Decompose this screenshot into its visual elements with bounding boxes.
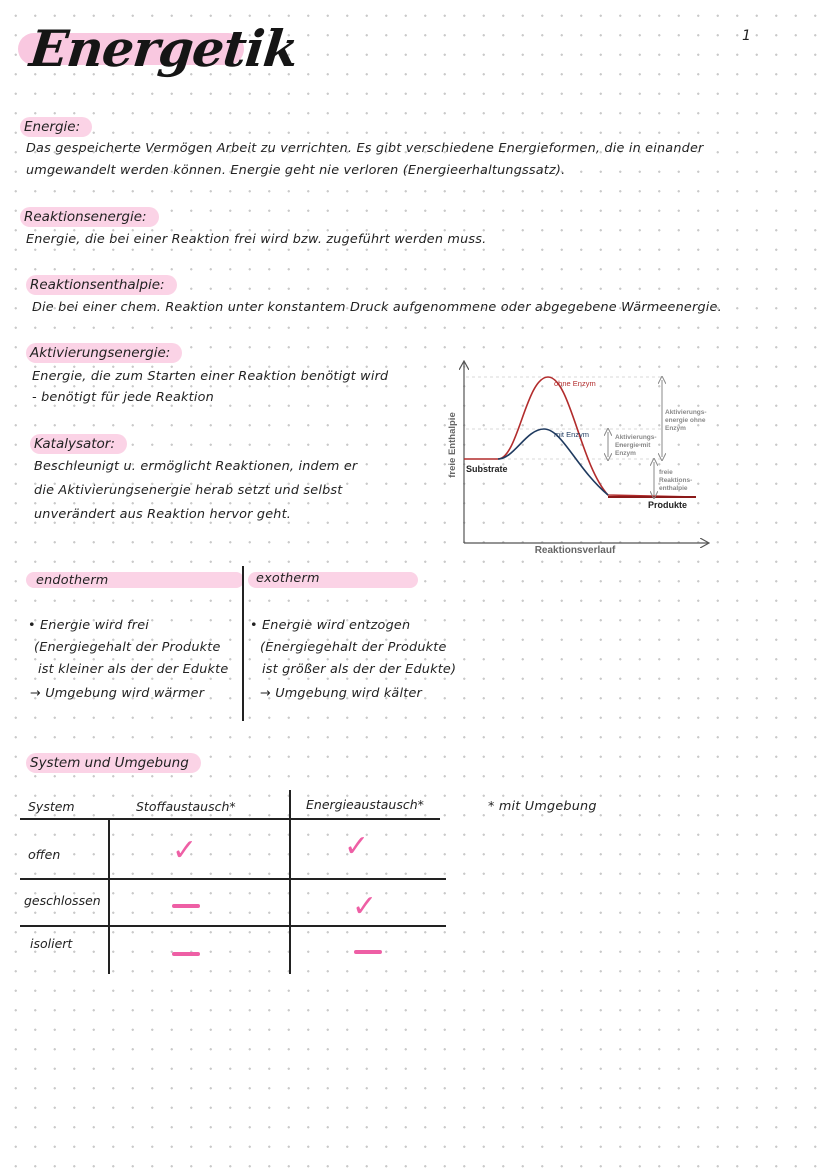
- label-freie-1: freie: [659, 469, 673, 476]
- exotherm-line-1: • Energie wird entzogen: [250, 618, 411, 633]
- dash-mark-icon: [354, 950, 382, 954]
- x-axis-label: Reaktionsverlauf: [534, 545, 616, 556]
- label-ohne-enzym: ohne Enzym: [554, 379, 596, 388]
- aktivierungsenergie-line-1: Energie, die zum Starten einer Reaktion benötigt wird: [32, 369, 389, 384]
- energie-line-1: Das gespeicherte Vermögen Arbeit zu verrichten. Es gibt verschiedene Energieformen, die in einander: [26, 141, 704, 156]
- heading-exotherm: exotherm: [256, 571, 320, 586]
- label-ea-ohne-3: Enzym: [665, 425, 686, 432]
- energy-diagram: [440, 350, 720, 560]
- heading-system-umgebung: System und Umgebung: [26, 753, 201, 773]
- katalysator-line-2: die Aktivierungsenergie herab setzt und selbst: [34, 483, 343, 498]
- endotherm-line-4: → Umgebung wird wärmer: [30, 686, 205, 701]
- exotherm-line-2: (Energiegehalt der Produkte: [260, 640, 447, 655]
- heading-endotherm: endotherm: [36, 573, 109, 588]
- check-mark-icon: ✓: [352, 889, 378, 924]
- label-ea-mit-3: Enzym: [615, 450, 636, 457]
- aktivierungsenergie-line-2: - benötigt für jede Reaktion: [32, 390, 214, 405]
- check-mark-icon: ✓: [344, 829, 370, 864]
- label-produkte: Produkte: [648, 500, 688, 510]
- heading-energie: Energie:: [20, 117, 92, 137]
- table-col-rule-1: [108, 818, 110, 974]
- page-number: 1: [742, 28, 751, 44]
- dash-mark-icon: [172, 952, 200, 956]
- reaktionsenergie-line-1: Energie, die bei einer Reaktion frei wird bzw. zugeführt werden muss.: [26, 232, 487, 247]
- page-title: Energetik: [26, 19, 301, 78]
- endotherm-line-3: ist kleiner als der der Edukte: [38, 662, 229, 677]
- y-axis-label: freie Enthalpie: [447, 412, 458, 478]
- label-ea-mit-1: Aktivierungs-: [615, 434, 657, 441]
- energie-line-2: umgewandelt werden können. Energie geht nie verloren (Energieerhaltungssatz).: [26, 163, 566, 178]
- label-freie-2: Reaktions-: [659, 477, 693, 484]
- label-ea-ohne-1: Aktivierungs-: [665, 409, 707, 416]
- table-col-rule-2: [289, 790, 291, 974]
- check-mark-icon: ✓: [172, 833, 198, 868]
- table-row-geschlossen: geschlossen: [24, 893, 101, 908]
- exotherm-line-3: ist größer als der der Edukte): [262, 662, 457, 677]
- table-header-stoff: Stoffaustausch*: [136, 799, 236, 814]
- label-mit-enzym: mit Enzym: [554, 430, 590, 439]
- table-rule-row-2: [20, 925, 446, 927]
- dash-mark-icon: [172, 904, 200, 908]
- heading-katalysator: Katalysator:: [30, 434, 127, 454]
- table-header-system: System: [28, 799, 75, 814]
- endotherm-line-1: • Energie wird frei: [28, 618, 150, 633]
- table-header-energie: Energieaustausch*: [306, 797, 424, 812]
- katalysator-line-3: unverändert aus Reaktion hervor geht.: [34, 507, 292, 522]
- endotherm-line-2: (Energiegehalt der Produkte: [34, 640, 221, 655]
- heading-aktivierungsenergie: Aktivierungsenergie:: [26, 343, 182, 363]
- comparison-divider: [242, 566, 244, 721]
- table-rule-row-1: [20, 878, 446, 880]
- label-ea-ohne-2: energie ohne: [665, 417, 706, 424]
- table-row-offen: offen: [28, 847, 61, 862]
- table-rule-header: [20, 818, 440, 820]
- exotherm-line-4: → Umgebung wird kälter: [260, 686, 422, 701]
- katalysator-line-1: Beschleunigt u. ermöglicht Reaktionen, indem er: [34, 459, 358, 474]
- label-substrate: Substrate: [466, 464, 508, 474]
- heading-reaktionsenthalpie: Reaktionsenthalpie:: [26, 275, 177, 295]
- table-footnote: * mit Umgebung: [488, 799, 597, 814]
- heading-reaktionsenergie: Reaktionsenergie:: [20, 207, 159, 227]
- label-freie-3: enthalpie: [659, 485, 688, 492]
- label-ea-mit-2: Energie mit: [615, 442, 651, 449]
- reaktionsenthalpie-line-1: Die bei einer chem. Reaktion unter konstantem Druck aufgenommene oder abgegebene Wärmeenergie.: [32, 300, 722, 315]
- table-row-isoliert: isoliert: [30, 936, 73, 951]
